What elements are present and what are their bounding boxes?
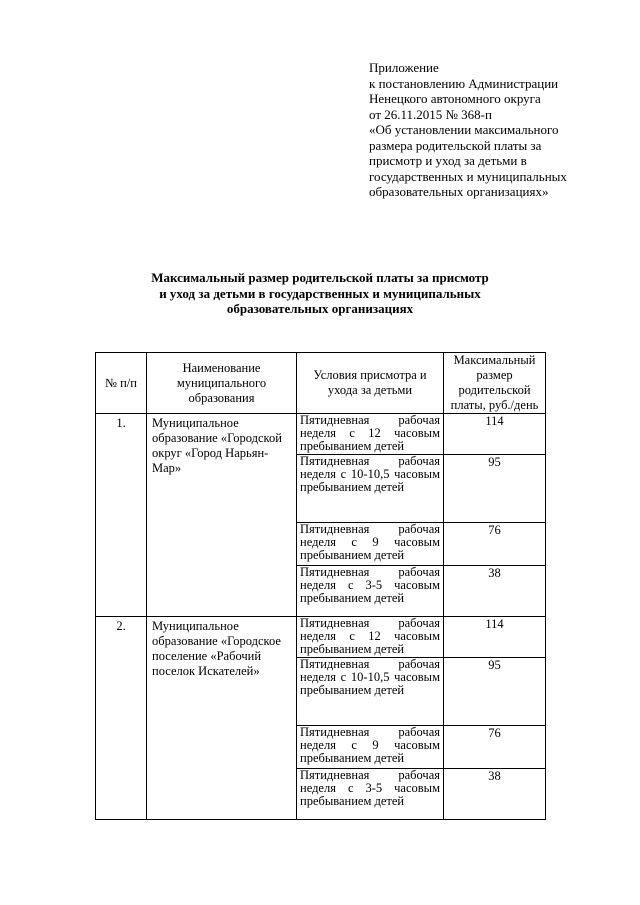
municipality-name: Муниципальное образование «Городское поселение «Рабочий поселок Искателей» <box>147 617 297 820</box>
fee-cell: 76 <box>444 726 546 769</box>
appendix-line: образовательных организациях» <box>369 184 549 199</box>
document-title <box>130 270 510 317</box>
fee-cell: 38 <box>444 769 546 820</box>
row-number: 2. <box>96 617 147 820</box>
appendix-line: к постановлению Администрации <box>369 75 559 91</box>
condition-cell: Пятидневная рабочая неделя с 10-10,5 часовым пребыванием детей <box>297 455 444 523</box>
condition-cell: Пятидневная рабочая неделя с 10-10,5 часовым пребыванием детей <box>297 658 444 726</box>
fee-cell: 114 <box>444 414 546 455</box>
condition-cell: Пятидневная рабочая неделя с 12 часовым пребыванием детей <box>297 414 444 455</box>
fee-cell: 38 <box>444 566 546 617</box>
condition-cell: Пятидневная рабочая неделя с 9 часовым пребыванием детей <box>297 523 444 566</box>
row-number: 1. <box>96 414 147 617</box>
appendix-line: «Об установлении максимального <box>369 122 559 137</box>
appendix-line: от 26.11.2015 № 368-п <box>369 106 492 122</box>
table-header-row <box>96 353 546 414</box>
table-row <box>96 617 546 658</box>
title-line: Максимальный размер родительской платы за присмотр <box>151 270 489 285</box>
table-row <box>96 414 546 455</box>
appendix-line: размера родительской платы за <box>369 137 542 153</box>
condition-cell: Пятидневная рабочая неделя с 3-5 часовым пребыванием детей <box>297 769 444 820</box>
title-line: образовательных организациях <box>226 301 414 316</box>
header-municipality: Наименование муниципального образования <box>147 353 297 414</box>
title-line: и уход за детьми в государственных и муниципальных <box>159 285 481 301</box>
appendix-line: государственных и муниципальных <box>369 168 567 184</box>
header-fee: Максимальный размер родительской платы, руб./день <box>444 353 546 414</box>
condition-cell: Пятидневная рабочая неделя с 9 часовым пребыванием детей <box>297 726 444 769</box>
header-conditions: Условия присмотра и ухода за детьми <box>297 353 444 414</box>
condition-cell: Пятидневная рабочая неделя с 3-5 часовым пребыванием детей <box>297 566 444 617</box>
fee-cell: 95 <box>444 455 546 523</box>
appendix-line: Приложение <box>369 60 439 75</box>
condition-cell: Пятидневная рабочая неделя с 12 часовым пребыванием детей <box>297 617 444 658</box>
fee-cell: 95 <box>444 658 546 726</box>
header-num: № п/п <box>96 353 147 414</box>
fee-cell: 76 <box>444 523 546 566</box>
appendix-line: присмотр и уход за детьми в <box>369 153 527 168</box>
appendix-line: Ненецкого автономного округа <box>369 91 541 106</box>
appendix-header <box>369 60 609 200</box>
municipality-name: Муниципальное образование «Городской округ «Город Нарьян-Мар» <box>147 414 297 617</box>
fee-cell: 114 <box>444 617 546 658</box>
fee-table <box>95 352 546 820</box>
